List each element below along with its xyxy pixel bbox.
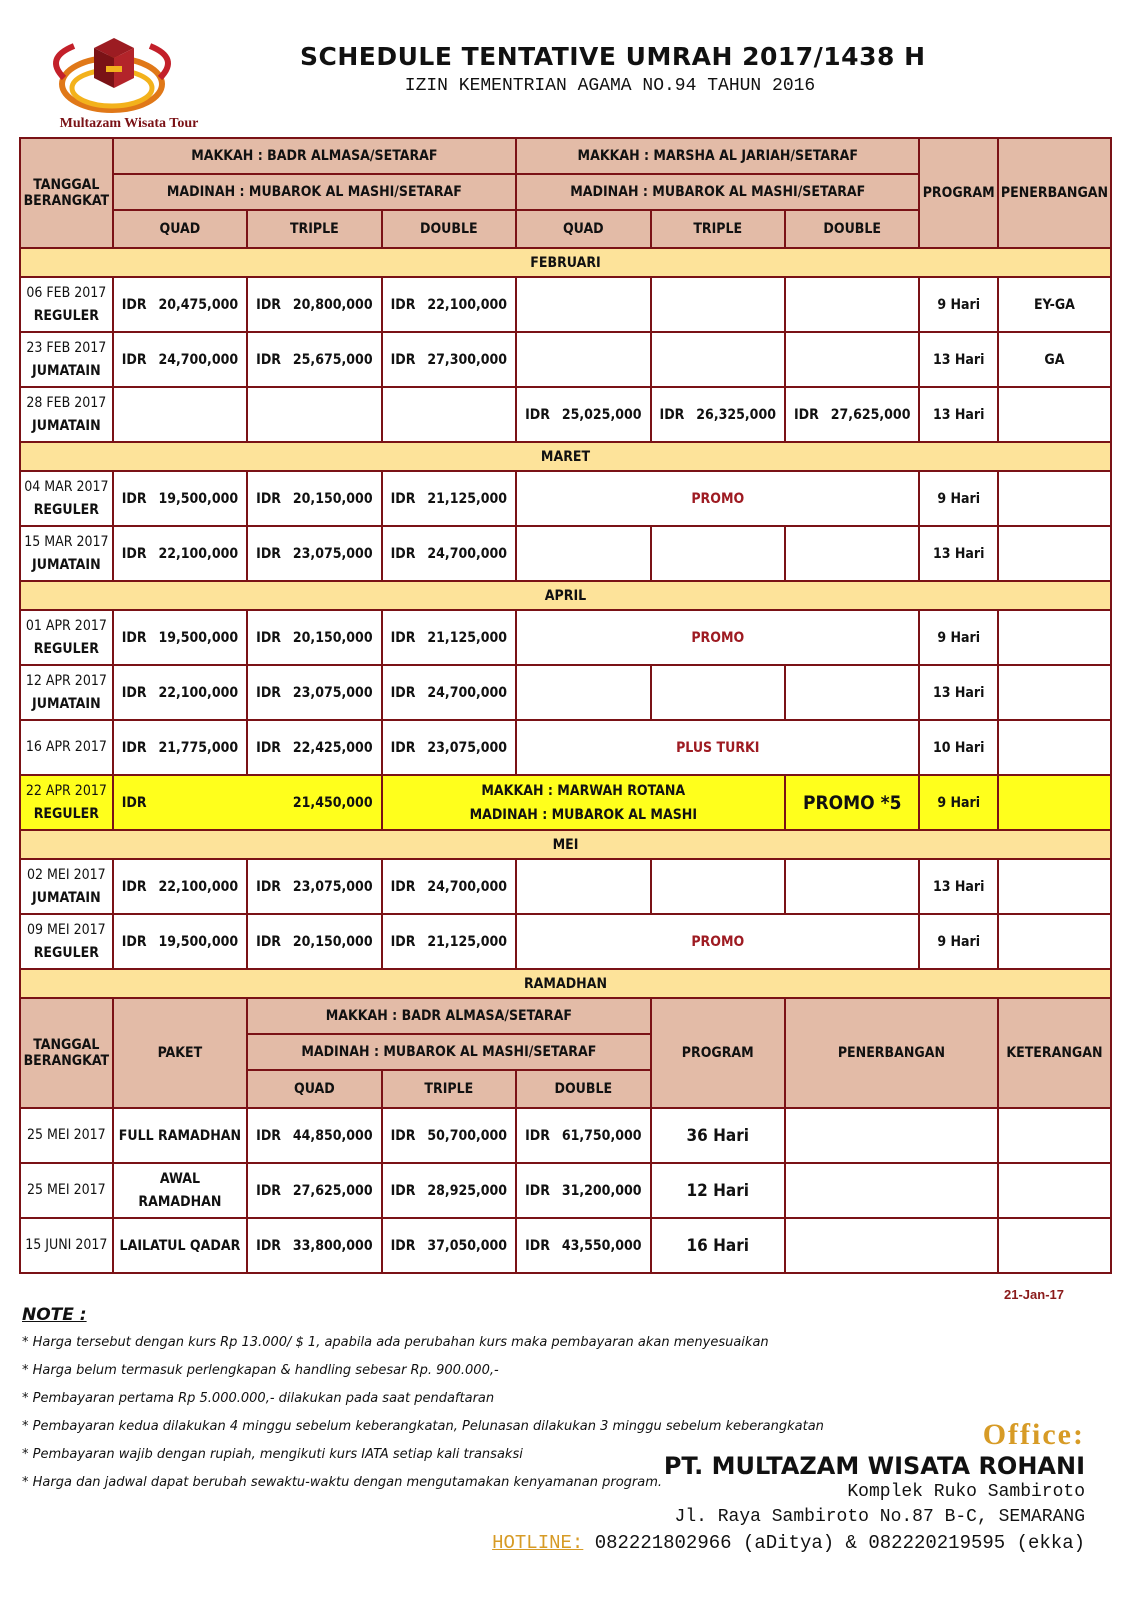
departure-date: 04 MAR 2017 REGULER <box>20 471 113 526</box>
page-subtitle: IZIN KEMENTRIAN AGAMA NO.94 TAHUN 2016 <box>404 76 816 96</box>
header-program: PROGRAM <box>651 998 785 1108</box>
month-header-maret: MARET <box>20 442 1111 471</box>
price-triple: IDR 50,700,000 <box>382 1108 516 1163</box>
departure-date: 12 APR 2017 JUMATAIN <box>20 665 113 720</box>
paket-name: AWAL RAMADHAN <box>113 1163 247 1218</box>
departure-date: 23 FEB 2017 JUMATAIN <box>20 332 113 387</box>
paket-name: LAILATUL QADAR <box>113 1218 247 1273</box>
price-triple: IDR 23,075,000 <box>247 859 381 914</box>
hotline <box>492 1530 1085 1556</box>
hotline-label: HOTLINE: <box>492 1532 584 1554</box>
table-row <box>20 277 1111 332</box>
header-double: DOUBLE <box>785 210 919 248</box>
price-quad: IDR 22,100,000 <box>113 859 247 914</box>
office-info <box>492 1418 1085 1556</box>
departure-date: 25 MEI 2017 <box>20 1108 113 1163</box>
header-ramadhan-makkah: MAKKAH : BADR ALMASA/SETARAF <box>247 998 650 1034</box>
plus-turki-label: PLUS TURKI <box>516 720 919 775</box>
note-item: * Harga tersebut dengan kurs Rp 13.000/ $ 1, apabila ada perubahan kurs maka pembayaran akan menyesuaikan <box>22 1335 769 1350</box>
special-hotels: MAKKAH : MARWAH ROTANA MADINAH : MUBAROK AL MASHI <box>382 775 785 830</box>
price-triple: IDR 28,925,000 <box>382 1163 516 1218</box>
program-days: 13 Hari <box>919 387 997 442</box>
month-header-februari: FEBRUARI <box>20 248 1111 277</box>
header-triple: TRIPLE <box>382 1070 516 1108</box>
program-days: 16 Hari <box>651 1218 785 1273</box>
program-days: 13 Hari <box>919 665 997 720</box>
header-double: DOUBLE <box>516 1070 650 1108</box>
table-row <box>20 526 1111 581</box>
note-item: * Pembayaran wajib dengan rupiah, mengikuti kurs IATA setiap kali transaksi <box>22 1447 523 1462</box>
header-hotel-a-madinah: MADINAH : MUBAROK AL MASHI/SETARAF <box>113 174 516 210</box>
program-days: 9 Hari <box>919 471 997 526</box>
revision-date: 21-Jan-17 <box>1004 1287 1064 1302</box>
table-row <box>20 1163 1111 1218</box>
program-days: 9 Hari <box>919 610 997 665</box>
program-days: 13 Hari <box>919 859 997 914</box>
price-quad: IDR 27,625,000 <box>247 1163 381 1218</box>
program-days: 36 Hari <box>651 1108 785 1163</box>
price-double: IDR 31,200,000 <box>516 1163 650 1218</box>
header-hotel-b-makkah: MAKKAH : MARSHA AL JARIAH/SETARAF <box>516 138 919 174</box>
table-row <box>20 1108 1111 1163</box>
header-penerbangan: PENERBANGAN <box>998 138 1111 248</box>
price-triple: IDR 26,325,000 <box>651 387 785 442</box>
program-days: 13 Hari <box>919 526 997 581</box>
program-days: 9 Hari <box>919 277 997 332</box>
price-triple: IDR 37,050,000 <box>382 1218 516 1273</box>
price-triple: IDR 25,675,000 <box>247 332 381 387</box>
program-days: 13 Hari <box>919 332 997 387</box>
header-quad: QUAD <box>247 1070 381 1108</box>
departure-date: 15 MAR 2017 JUMATAIN <box>20 526 113 581</box>
table-row <box>20 914 1111 969</box>
price-double: IDR 27,625,000 <box>785 387 919 442</box>
program-days: 12 Hari <box>651 1163 785 1218</box>
price-all-rooms: IDR 21,450,000 <box>113 775 382 830</box>
office-label: Office: <box>982 1418 1085 1451</box>
promo-label: PROMO <box>516 610 919 665</box>
table-row <box>20 610 1111 665</box>
header-quad: QUAD <box>113 210 247 248</box>
price-double: IDR 24,700,000 <box>382 859 516 914</box>
price-quad: IDR 25,025,000 <box>516 387 650 442</box>
header-penerbangan: PENERBANGAN <box>785 998 998 1108</box>
month-header-mei: MEI <box>20 830 1111 859</box>
address-line: Komplek Ruko Sambiroto <box>847 1482 1085 1502</box>
price-double: IDR 24,700,000 <box>382 665 516 720</box>
notes-heading: NOTE : <box>22 1305 87 1325</box>
price-double: IDR 22,100,000 <box>382 277 516 332</box>
price-quad: IDR 22,100,000 <box>113 665 247 720</box>
header-ramadhan-madinah: MADINAH : MUBAROK AL MASHI/SETARAF <box>247 1034 650 1070</box>
header-hotel-a-makkah: MAKKAH : BADR ALMASA/SETARAF <box>113 138 516 174</box>
table-header-row <box>20 138 1111 174</box>
program-days: 9 Hari <box>919 775 997 830</box>
month-header-april: APRIL <box>20 581 1111 610</box>
price-double: IDR 27,300,000 <box>382 332 516 387</box>
price-double: IDR 21,125,000 <box>382 610 516 665</box>
table-row-highlight <box>20 775 1111 830</box>
company-logo <box>34 38 224 134</box>
price-quad: IDR 19,500,000 <box>113 914 247 969</box>
price-quad: IDR 20,475,000 <box>113 277 247 332</box>
note-item: * Pembayaran kedua dilakukan 4 minggu sebelum keberangkatan, Pelunasan dilakukan 3 minggu sebelum keberangkatan <box>22 1419 824 1434</box>
price-triple: IDR 20,150,000 <box>247 610 381 665</box>
kaaba-logo-icon <box>34 38 224 118</box>
header-double: DOUBLE <box>382 210 516 248</box>
promo-label: PROMO <box>516 914 919 969</box>
program-days: 9 Hari <box>919 914 997 969</box>
price-quad: IDR 44,850,000 <box>247 1108 381 1163</box>
flight: EY-GA <box>998 277 1111 332</box>
departure-date: 28 FEB 2017 JUMATAIN <box>20 387 113 442</box>
price-quad: IDR 21,775,000 <box>113 720 247 775</box>
header-triple: TRIPLE <box>247 210 381 248</box>
departure-date: 25 MEI 2017 <box>20 1163 113 1218</box>
page-title: SCHEDULE TENTATIVE UMRAH 2017/1438 H <box>300 42 926 71</box>
price-double: IDR 43,550,000 <box>516 1218 650 1273</box>
table-row <box>20 1218 1111 1273</box>
header-quad: QUAD <box>516 210 650 248</box>
paket-name: FULL RAMADHAN <box>113 1108 247 1163</box>
header-triple: TRIPLE <box>651 210 785 248</box>
note-item: * Harga dan jadwal dapat berubah sewaktu-waktu dengan mengutamakan kenyamanan program. <box>22 1475 663 1490</box>
price-triple: IDR 23,075,000 <box>247 665 381 720</box>
price-double: IDR 61,750,000 <box>516 1108 650 1163</box>
note-item: * Harga belum termasuk perlengkapan & handling sebesar Rp. 900.000,- <box>22 1363 499 1378</box>
departure-date: 01 APR 2017 REGULER <box>20 610 113 665</box>
promo-label: PROMO *5 <box>785 775 919 830</box>
departure-date: 15 JUNI 2017 <box>20 1218 113 1273</box>
price-quad: IDR 24,700,000 <box>113 332 247 387</box>
address-line: Jl. Raya Sambiroto No.87 B-C, SEMARANG <box>674 1507 1085 1527</box>
promo-label: PROMO <box>516 471 919 526</box>
price-double: IDR 21,125,000 <box>382 471 516 526</box>
header-program: PROGRAM <box>919 138 997 248</box>
departure-date: 09 MEI 2017 REGULER <box>20 914 113 969</box>
price-triple: IDR 20,150,000 <box>247 471 381 526</box>
company-name: PT. MULTAZAM WISATA ROHANI <box>663 1452 1085 1480</box>
price-quad: IDR 22,100,000 <box>113 526 247 581</box>
schedule-table <box>19 137 1112 1274</box>
price-double: IDR 24,700,000 <box>382 526 516 581</box>
table-row <box>20 859 1111 914</box>
ramadhan-header-row <box>20 998 1111 1034</box>
note-item: * Pembayaran pertama Rp 5.000.000,- dilakukan pada saat pendaftaran <box>22 1391 495 1406</box>
price-quad: IDR 33,800,000 <box>247 1218 381 1273</box>
table-row <box>20 387 1111 442</box>
price-quad: IDR 19,500,000 <box>113 610 247 665</box>
table-row <box>20 720 1111 775</box>
departure-date: 02 MEI 2017 JUMATAIN <box>20 859 113 914</box>
price-quad: IDR 19,500,000 <box>113 471 247 526</box>
header-keterangan: KETERANGAN <box>998 998 1111 1108</box>
hotline-numbers: 082221802966 (aDitya) & 082220219595 (ekka) <box>583 1532 1085 1554</box>
departure-date: 16 APR 2017 <box>20 720 113 775</box>
header-tanggal: TANGGAL BERANGKAT <box>20 138 113 248</box>
table-row <box>20 332 1111 387</box>
price-triple: IDR 20,800,000 <box>247 277 381 332</box>
program-days: 10 Hari <box>919 720 997 775</box>
month-header-ramadhan: RAMADHAN <box>20 969 1111 998</box>
table-row <box>20 665 1111 720</box>
table-row <box>20 471 1111 526</box>
price-triple: IDR 23,075,000 <box>247 526 381 581</box>
price-triple: IDR 22,425,000 <box>247 720 381 775</box>
header-paket: PAKET <box>113 998 247 1108</box>
flight: GA <box>998 332 1111 387</box>
price-double: IDR 21,125,000 <box>382 914 516 969</box>
logo-text: Multazam Wisata Tour <box>59 116 199 131</box>
price-double: IDR 23,075,000 <box>382 720 516 775</box>
price-triple: IDR 20,150,000 <box>247 914 381 969</box>
departure-date: 06 FEB 2017 REGULER <box>20 277 113 332</box>
header-hotel-b-madinah: MADINAH : MUBAROK AL MASHI/SETARAF <box>516 174 919 210</box>
header-tanggal: TANGGAL BERANGKAT <box>20 998 113 1108</box>
departure-date: 22 APR 2017 REGULER <box>20 775 113 830</box>
